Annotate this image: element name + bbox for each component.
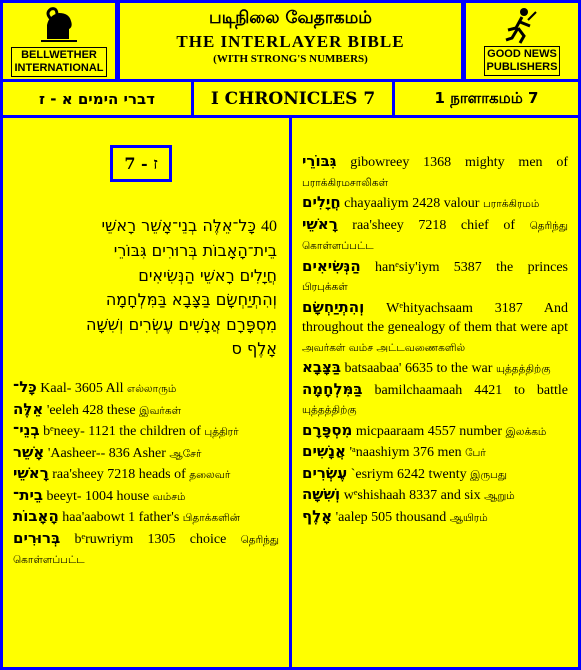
transliteration: micpaaraam 4557 number	[355, 423, 503, 439]
transliteration: chayaaliym 2428 valour	[344, 196, 480, 211]
verse-line: אָלֶף ס	[231, 339, 277, 359]
word-entry	[302, 464, 568, 486]
tamil-gloss: தெரிந்து கொள்ளப்பட்ட	[13, 533, 279, 566]
transliteration: 'eeleh 428 these	[46, 402, 136, 418]
hebrew-word: וְשִׁשָּׁה	[302, 485, 341, 503]
transliteration: 'aalep 505 thousand	[335, 509, 447, 525]
hebrew-word: אֵלֶּה	[13, 399, 44, 418]
right-panel	[292, 118, 578, 667]
tamil-gloss: புத்திரர்	[204, 426, 239, 438]
word-entry	[302, 380, 568, 421]
tamil-title: படிநிலை வேதாகமம்	[209, 8, 372, 28]
tamil-gloss: அவர்கள் வம்ச அட்டவணைகளில்	[302, 341, 466, 354]
hebrew-word: גִּבּוֹרֵי	[302, 152, 337, 170]
tamil-gloss: தெரிந்து கொள்ளப்பட்ட	[302, 219, 569, 252]
verse-line-text: כָּל־אֵלֶּה בְנֵי־אָשֵׁר רָאשֵׁי	[101, 216, 256, 235]
word-entry	[302, 442, 568, 464]
tamil-gloss: யுத்தத்திற்கு	[495, 363, 551, 375]
word-entry	[302, 298, 568, 359]
verse-number: 40	[261, 218, 277, 235]
left-word-list	[13, 378, 279, 571]
bellwether-line2: INTERNATIONAL	[14, 62, 104, 74]
transliteration: `esriym 6242 twenty	[350, 466, 467, 482]
hebrew-chapter-label: דברי הימים א - ז	[39, 89, 155, 108]
transliteration: 'Aasheer-- 836 Asher	[47, 445, 166, 461]
word-entry	[302, 152, 568, 193]
hebrew-word: הָאָבוֹת	[13, 507, 59, 525]
word-entry	[13, 529, 279, 571]
nav-english-chapter[interactable]	[194, 82, 392, 115]
hebrew-word: בְנֵי־	[13, 421, 40, 439]
hebrew-word: בַּמִּלְחָמָה	[302, 379, 363, 398]
bellwether-ram-icon	[39, 5, 79, 45]
word-entry	[13, 400, 279, 422]
tamil-gloss: பராக்கிரமசாலிகள்	[302, 176, 389, 189]
runner-icon	[502, 6, 542, 44]
hebrew-word: בְּרוּרִים	[13, 528, 61, 547]
english-title: THE INTERLAYER BIBLE	[176, 32, 405, 51]
transliteration: batsaabaa' 6635 to the war	[344, 361, 493, 376]
transliteration: gibowreey 1368 mighty men of	[350, 155, 569, 170]
tamil-gloss: இலக்கம்	[505, 425, 547, 438]
transliteration: bamilchaamaah 4421 to battle	[374, 382, 568, 398]
transliteration: Wᵉhityachsaam 3187 And throughout the genealogy of them that were apt	[302, 300, 568, 335]
word-entry	[302, 193, 568, 215]
hebrew-word: בֵית־	[13, 485, 44, 504]
tamil-gloss: யுத்தத்திற்கு	[302, 404, 357, 416]
tamil-gloss: ஆயிரம்	[449, 511, 488, 524]
transliteration: beeyt- 1004 house	[46, 488, 150, 504]
right-word-list	[302, 152, 568, 528]
verse-line: חֲיָלִים רָאשֵׁי הַנְּשִׂיאִים	[138, 265, 277, 285]
hebrew-word: אָשֵׁר	[13, 442, 45, 461]
word-entry	[302, 215, 568, 257]
transliteration: haa'aabowt 1 father's	[62, 510, 180, 525]
transliteration: raa'sheey 7218 heads of	[52, 467, 186, 482]
word-entry	[13, 378, 279, 400]
word-entry	[302, 485, 568, 507]
hebrew-word: עֶשְׂרִים	[302, 463, 348, 482]
verse-text	[15, 214, 277, 361]
tamil-gloss: இவர்கள்	[139, 404, 182, 417]
hebrew-word: חֲיָלִים	[302, 193, 341, 211]
bellwether-line1: BELLWETHER	[21, 49, 97, 61]
transliteration: 'ᵃnaashiym 376 men	[349, 445, 462, 460]
tamil-chapter-label: 1 நாளாகமம் 7	[434, 88, 539, 107]
verse-line: וְהִתְיַחְשָׂם בַּצָּבָא בַּמִּלְחָמָה	[105, 290, 277, 310]
word-entry	[302, 421, 568, 443]
bellwether-logo	[3, 3, 115, 79]
word-entry	[302, 257, 568, 298]
word-entry	[13, 464, 279, 486]
word-entry	[302, 358, 568, 380]
hebrew-word: בַּצָּבָא	[302, 358, 342, 376]
left-panel	[3, 118, 289, 667]
hebrew-word: אָלֶף	[302, 506, 333, 525]
hebrew-word: רָאשֵׁי	[13, 464, 49, 482]
transliteration: raa'sheey 7218 chief of	[352, 217, 516, 233]
good-news-line1: GOOD NEWS	[487, 48, 557, 60]
verse-badge: ז - 7	[110, 145, 172, 182]
tamil-gloss: பிதாக்களின்	[182, 512, 240, 524]
tamil-gloss: தலைவர்	[189, 469, 231, 481]
good-news-logo	[466, 3, 578, 79]
word-entry	[13, 486, 279, 508]
verse-line: מִסְפָּרָם אֲנָשִׁים עֶשְׂרִים וְשִׁשָּׁה	[86, 314, 277, 334]
tamil-gloss: பேர்	[465, 447, 486, 459]
hebrew-word: כָּל־	[13, 378, 37, 396]
nav-hebrew-chapter[interactable]	[3, 82, 191, 115]
good-news-line2: PUBLISHERS	[486, 61, 558, 73]
hebrew-word: רָאשֵׁי	[302, 214, 338, 233]
transliteration: wᵉshishaah 8337 and six	[343, 488, 481, 503]
tamil-gloss: இருபது	[470, 468, 507, 481]
tamil-gloss: ஆறும்	[484, 490, 515, 502]
word-entry	[13, 421, 279, 443]
tamil-gloss: பிரபுக்கள்	[302, 281, 348, 293]
subtitle: (WITH STRONG'S NUMBERS)	[213, 53, 368, 65]
transliteration: Kaal- 3605 All	[40, 381, 124, 396]
tamil-gloss: வம்சம்	[152, 490, 186, 503]
tamil-gloss: பராக்கிரமம்	[482, 198, 540, 210]
word-entry	[13, 443, 279, 465]
transliteration: hanᵉsiy'iym 5387 the princes	[375, 259, 569, 275]
title-block	[120, 3, 461, 79]
hebrew-word: הַנְּשִׂיאִים	[302, 256, 361, 275]
transliteration: bᵉruwriym 1305 choice	[74, 531, 227, 547]
transliteration: bᵉneey- 1121 the children of	[43, 424, 201, 439]
word-entry	[302, 507, 568, 529]
verse-line	[15, 214, 277, 239]
tamil-gloss: எல்லாரும்	[127, 383, 177, 395]
nav-tamil-chapter[interactable]	[395, 82, 578, 115]
verse-line: בֵית־הָאָבוֹת בְּרוּרִים גִּבּוֹרֵי	[113, 241, 277, 261]
hebrew-word: מִסְפָּרָם	[302, 420, 353, 439]
tamil-gloss: ஆசேர்	[169, 447, 202, 460]
english-chapter-label: I CHRONICLES 7	[210, 88, 376, 109]
word-entry	[13, 507, 279, 529]
hebrew-word: אֲנָשִׁים	[302, 442, 346, 460]
hebrew-word: וְהִתְיַחְשָׂם	[302, 297, 365, 316]
